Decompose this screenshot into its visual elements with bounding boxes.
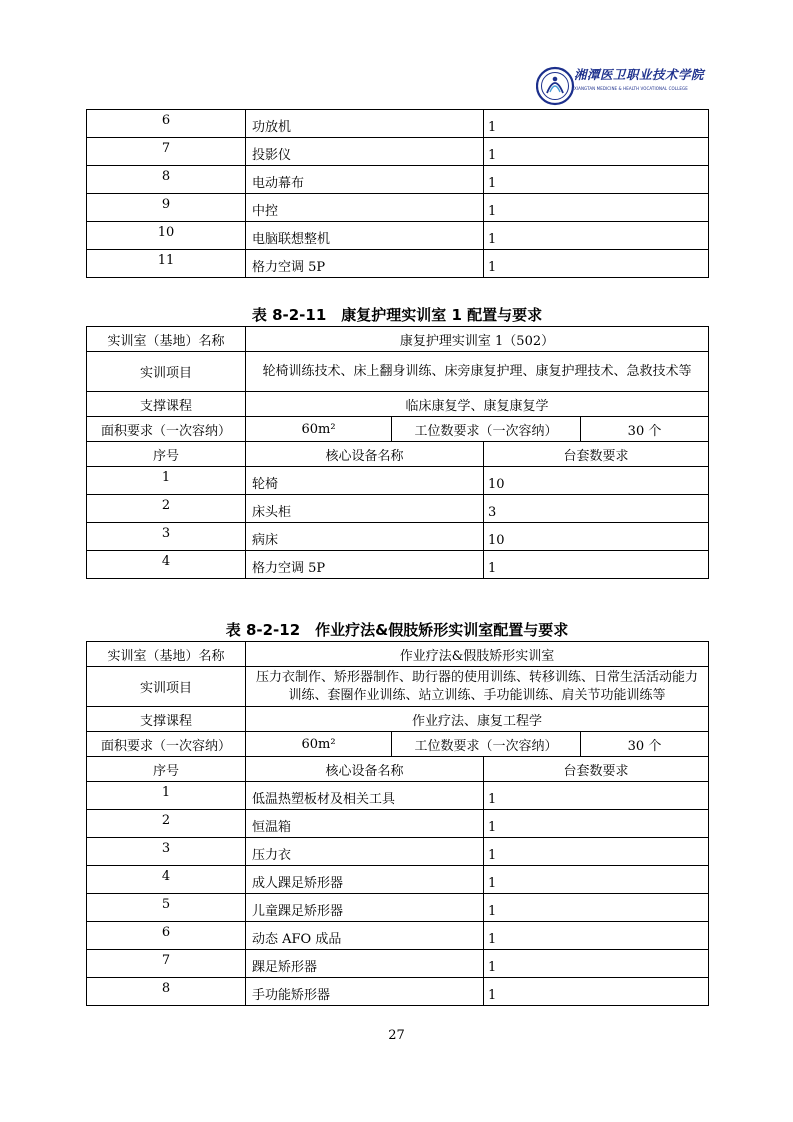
table-row (87, 894, 709, 922)
supporting-courses-label: 支撑课程 (87, 707, 246, 732)
room-name-value: 作业疗法&假肢矫形实训室 (246, 642, 709, 667)
equipment-quantity: 1 (484, 950, 709, 978)
row-number: 4 (87, 866, 246, 894)
supporting-courses-value: 临床康复学、康复康复学 (246, 392, 709, 417)
table-row (87, 222, 709, 250)
equipment-table-continued (86, 109, 709, 278)
table-row (87, 138, 709, 166)
table-row (87, 922, 709, 950)
capacity-row (87, 732, 709, 757)
row-number: 7 (87, 950, 246, 978)
equipment-name: 格力空调 5P (246, 551, 484, 579)
equipment-quantity: 1 (484, 838, 709, 866)
row-number: 10 (87, 222, 246, 250)
row-number: 5 (87, 894, 246, 922)
equipment-quantity: 1 (484, 250, 709, 278)
column-header-equipment: 核心设备名称 (246, 442, 484, 467)
training-projects-label: 实训项目 (87, 667, 246, 707)
equipment-quantity: 1 (484, 194, 709, 222)
row-number: 8 (87, 978, 246, 1006)
training-projects-row (87, 352, 709, 392)
table-row (87, 110, 709, 138)
logo-subtext: XIANGTAN MEDICINE & HEALTH VOCATIONAL COLLEGE (574, 86, 688, 91)
training-projects-value: 轮椅训练技术、床上翻身训练、床旁康复护理、康复护理技术、急救技术等 (246, 352, 709, 392)
stations-value: 30 个 (581, 732, 709, 757)
row-number: 3 (87, 523, 246, 551)
table-row (87, 978, 709, 1006)
stations-value: 30 个 (581, 417, 709, 442)
row-number: 6 (87, 110, 246, 138)
training-projects-row (87, 667, 709, 707)
row-number: 1 (87, 467, 246, 495)
table-row (87, 495, 709, 523)
table-row (87, 194, 709, 222)
equipment-name: 压力衣 (246, 838, 484, 866)
row-number: 9 (87, 194, 246, 222)
equipment-quantity: 10 (484, 523, 709, 551)
equipment-name: 电动幕布 (246, 166, 484, 194)
equipment-quantity: 1 (484, 978, 709, 1006)
equipment-name: 投影仪 (246, 138, 484, 166)
column-header-number: 序号 (87, 442, 246, 467)
row-number: 2 (87, 495, 246, 523)
page-number: 27 (388, 1028, 405, 1043)
area-value: 60m² (246, 417, 392, 442)
table-row (87, 523, 709, 551)
equipment-quantity: 1 (484, 551, 709, 579)
equipment-quantity: 1 (484, 138, 709, 166)
column-header-row (87, 757, 709, 782)
room-name-value: 康复护理实训室 1（502） (246, 327, 709, 352)
equipment-name: 恒温箱 (246, 810, 484, 838)
equipment-quantity: 1 (484, 222, 709, 250)
equipment-name: 电脑联想整机 (246, 222, 484, 250)
table-caption: 表 8-2-11 康复护理实训室 1 配置与要求 (251, 306, 543, 324)
column-header-quantity: 台套数要求 (484, 442, 709, 467)
equipment-name: 中控 (246, 194, 484, 222)
equipment-quantity: 1 (484, 166, 709, 194)
area-label: 面积要求（一次容纳） (87, 417, 246, 442)
config-table-11 (86, 326, 709, 579)
equipment-name: 低温热塑板材及相关工具 (246, 782, 484, 810)
row-number: 11 (87, 250, 246, 278)
table-row (87, 838, 709, 866)
table-row (87, 810, 709, 838)
row-number: 8 (87, 166, 246, 194)
table-row (87, 950, 709, 978)
equipment-quantity: 1 (484, 810, 709, 838)
table-row (87, 250, 709, 278)
stations-label: 工位数要求（一次容纳） (392, 417, 581, 442)
equipment-name: 动态 AFO 成品 (246, 922, 484, 950)
equipment-quantity: 10 (484, 467, 709, 495)
equipment-name: 手功能矫形器 (246, 978, 484, 1006)
room-name-label: 实训室（基地）名称 (87, 327, 246, 352)
row-number: 7 (87, 138, 246, 166)
table-row (87, 551, 709, 579)
supporting-courses-row (87, 392, 709, 417)
room-name-label: 实训室（基地）名称 (87, 642, 246, 667)
row-number: 1 (87, 782, 246, 810)
logo-wordmark: 湘潭医卫职业技术学院 (574, 67, 705, 82)
equipment-name: 儿童踝足矫形器 (246, 894, 484, 922)
table-caption: 表 8-2-12 作业疗法&假肢矫形实训室配置与要求 (225, 621, 569, 639)
equipment-name: 成人踝足矫形器 (246, 866, 484, 894)
equipment-quantity: 1 (484, 894, 709, 922)
row-number: 6 (87, 922, 246, 950)
equipment-name: 格力空调 5P (246, 250, 484, 278)
config-table-12 (86, 641, 709, 1006)
room-name-row (87, 327, 709, 352)
table-row (87, 866, 709, 894)
column-header-number: 序号 (87, 757, 246, 782)
column-header-quantity: 台套数要求 (484, 757, 709, 782)
room-name-row (87, 642, 709, 667)
row-number: 4 (87, 551, 246, 579)
equipment-quantity: 1 (484, 922, 709, 950)
supporting-courses-value: 作业疗法、康复工程学 (246, 707, 709, 732)
equipment-quantity: 1 (484, 866, 709, 894)
stations-label: 工位数要求（一次容纳） (392, 732, 581, 757)
row-number: 2 (87, 810, 246, 838)
capacity-row (87, 417, 709, 442)
table-row (87, 166, 709, 194)
equipment-name: 踝足矫形器 (246, 950, 484, 978)
area-label: 面积要求（一次容纳） (87, 732, 246, 757)
equipment-quantity: 1 (484, 782, 709, 810)
area-value: 60m² (246, 732, 392, 757)
row-number: 3 (87, 838, 246, 866)
equipment-quantity: 3 (484, 495, 709, 523)
equipment-name: 功放机 (246, 110, 484, 138)
equipment-quantity: 1 (484, 110, 709, 138)
equipment-name: 病床 (246, 523, 484, 551)
column-header-equipment: 核心设备名称 (246, 757, 484, 782)
supporting-courses-label: 支撑课程 (87, 392, 246, 417)
table-row (87, 467, 709, 495)
training-projects-value: 压力衣制作、矫形器制作、助行器的使用训练、转移训练、日常生活活动能力训练、套圈作业训练、站立训练、手功能训练、肩关节功能训练等 (246, 667, 709, 707)
column-header-row (87, 442, 709, 467)
equipment-name: 轮椅 (246, 467, 484, 495)
table-row (87, 782, 709, 810)
supporting-courses-row (87, 707, 709, 732)
training-projects-label: 实训项目 (87, 352, 246, 392)
equipment-name: 床头柜 (246, 495, 484, 523)
